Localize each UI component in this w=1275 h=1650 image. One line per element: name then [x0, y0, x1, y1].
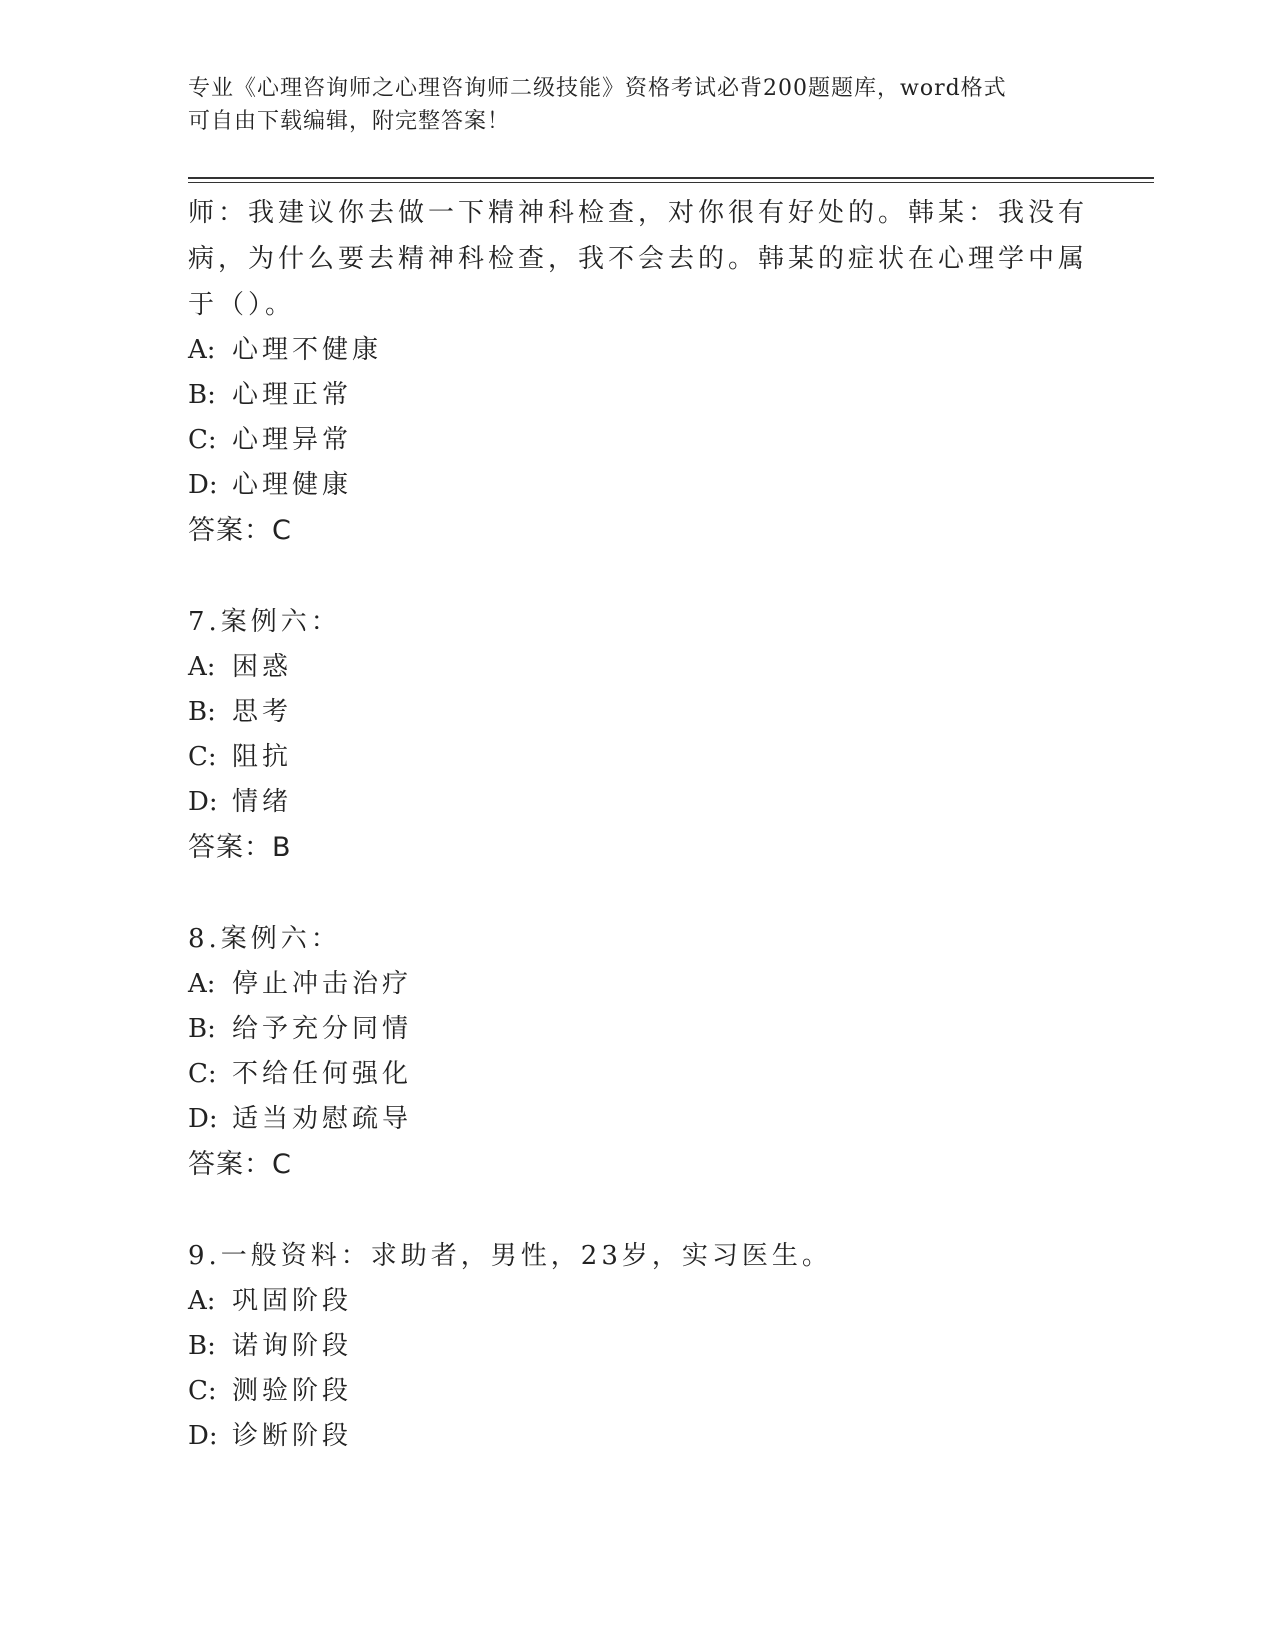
header-divider-thick — [188, 177, 1154, 179]
question-6-stem-line-3: 于（）。 — [188, 290, 296, 320]
question-6-option-c: C: 心理异常 — [188, 425, 353, 455]
question-6-option-a: A: 心理不健康 — [188, 335, 383, 365]
question-8-answer: 答案：C — [188, 1149, 292, 1180]
question-9-option-d: D: 诊断阶段 — [188, 1421, 353, 1451]
question-7-option-a: A: 困惑 — [188, 652, 293, 682]
question-7-option-b: B: 思考 — [188, 697, 293, 727]
question-8 — [188, 916, 1088, 1188]
question-6-stem-line-1: 师：我建议你去做一下精神科检查，对你很有好处的。韩某：我没有 — [188, 198, 1089, 228]
question-7-option-d: D: 情绪 — [188, 787, 293, 817]
header-line-1: 专业《心理咨询师之心理咨询师二级技能》资格考试必背200题题库，word格式 — [188, 76, 1007, 101]
question-7-title: 7.案例六： — [188, 607, 341, 637]
question-9-option-c: C: 测验阶段 — [188, 1376, 353, 1406]
question-6-stem-line-2: 病，为什么要去精神科检查，我不会去的。韩某的症状在心理学中属 — [188, 244, 1089, 274]
question-6-stem — [188, 190, 1088, 328]
question-6 — [188, 190, 1088, 554]
header-divider-thin — [188, 182, 1154, 183]
question-6-answer: 答案：C — [188, 515, 292, 546]
question-6-option-d: D: 心理健康 — [188, 470, 353, 500]
question-9-option-a: A: 巩固阶段 — [188, 1286, 353, 1316]
question-7-answer: 答案：B — [188, 832, 292, 863]
question-9 — [188, 1233, 1088, 1459]
question-9-title: 9.一般资料：求助者，男性，23岁，实习医生。 — [188, 1241, 832, 1271]
question-8-option-b: B: 给予充分同情 — [188, 1014, 413, 1044]
question-8-title: 8.案例六： — [188, 924, 341, 954]
question-8-option-d: D: 适当劝慰疏导 — [188, 1104, 413, 1134]
question-9-option-b: B: 诺询阶段 — [188, 1331, 353, 1361]
document-header — [188, 72, 1088, 138]
question-7 — [188, 599, 1088, 871]
question-8-option-a: A: 停止冲击治疗 — [188, 969, 413, 999]
question-6-option-b: B: 心理正常 — [188, 380, 353, 410]
question-8-option-c: C: 不给任何强化 — [188, 1059, 413, 1089]
header-line-2: 可自由下载编辑，附完整答案！ — [188, 109, 511, 134]
question-7-option-c: C: 阻抗 — [188, 742, 293, 772]
question-list — [188, 190, 1088, 1459]
